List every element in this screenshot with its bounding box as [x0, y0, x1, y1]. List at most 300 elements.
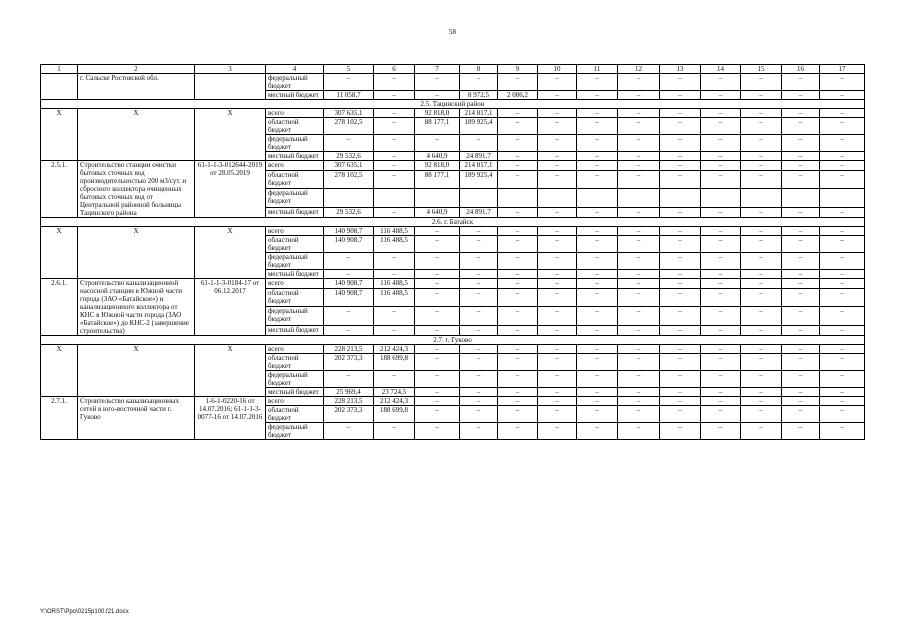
amount-cell: – [460, 279, 498, 289]
amount-cell: – [741, 307, 782, 326]
amount-cell: – [782, 91, 820, 100]
funding-source: областной бюджет [266, 236, 324, 253]
amount-cell: – [741, 91, 782, 100]
amount-cell: – [820, 74, 865, 91]
amount-cell: – [460, 371, 498, 388]
funding-source: местный бюджет [266, 91, 324, 100]
amount-cell: – [660, 236, 701, 253]
amount-cell: – [782, 406, 820, 423]
amount-cell: 92 818,0 [415, 109, 460, 118]
amount-cell: – [538, 253, 577, 270]
funding-source: местный бюджет [266, 270, 324, 279]
amount-cell: – [538, 170, 577, 189]
amount-cell: – [498, 74, 538, 91]
amount-cell: – [374, 135, 415, 152]
amount-cell: – [618, 236, 660, 253]
amount-cell: – [741, 253, 782, 270]
amount-cell: – [618, 170, 660, 189]
funding-source: местный бюджет [266, 152, 324, 161]
amount-cell: – [498, 152, 538, 161]
amount-cell: – [741, 423, 782, 440]
amount-cell: – [820, 371, 865, 388]
amount-cell [538, 189, 577, 208]
amount-cell: – [415, 253, 460, 270]
table-row [41, 74, 865, 91]
amount-cell: – [577, 161, 618, 171]
amount-cell: – [820, 109, 865, 118]
amount-cell: – [498, 170, 538, 189]
amount-cell: – [660, 270, 701, 279]
amount-cell: – [782, 161, 820, 171]
amount-cell: 23 724,5 [374, 388, 415, 397]
amount-cell: – [701, 279, 741, 289]
amount-cell: – [782, 397, 820, 406]
amount-cell: – [577, 397, 618, 406]
registration-number: 1-6-1-0220-16 от 14.07.2016; 61-1-1-3-0077-16 от 14.07.2016 [195, 397, 266, 440]
amount-cell: – [660, 307, 701, 326]
column-number: 6 [374, 65, 415, 74]
amount-cell: – [741, 371, 782, 388]
amount-cell: – [741, 270, 782, 279]
amount-cell: – [415, 227, 460, 236]
column-number: 4 [266, 65, 324, 74]
budget-table [40, 64, 865, 440]
amount-cell: – [460, 397, 498, 406]
amount-cell: – [782, 135, 820, 152]
amount-cell: – [498, 288, 538, 307]
amount-cell: – [741, 208, 782, 218]
amount-cell: – [660, 227, 701, 236]
amount-cell: – [618, 91, 660, 100]
amount-cell: – [820, 135, 865, 152]
amount-cell: – [782, 227, 820, 236]
amount-cell: – [660, 279, 701, 289]
amount-cell: – [538, 161, 577, 171]
amount-cell: – [577, 270, 618, 279]
amount-cell: – [741, 118, 782, 135]
amount-cell: – [701, 388, 741, 397]
amount-cell: – [374, 326, 415, 336]
amount-cell: – [460, 345, 498, 354]
amount-cell: – [701, 170, 741, 189]
funding-source: всего [266, 345, 324, 354]
amount-cell: 11 058,7 [324, 91, 374, 100]
amount-cell: – [741, 397, 782, 406]
amount-cell: – [618, 307, 660, 326]
amount-cell: – [374, 118, 415, 135]
table-row [41, 109, 865, 118]
amount-cell: 202 373,3 [324, 406, 374, 423]
amount-cell: – [820, 326, 865, 336]
table-row [41, 227, 865, 236]
amount-cell: – [460, 74, 498, 91]
amount-cell: 116 488,5 [374, 236, 415, 253]
amount-cell: – [415, 388, 460, 397]
amount-cell: – [701, 423, 741, 440]
funding-source: всего [266, 161, 324, 171]
amount-cell: – [460, 270, 498, 279]
amount-cell: – [618, 135, 660, 152]
amount-cell: 228 213,5 [324, 397, 374, 406]
amount-cell: – [618, 288, 660, 307]
amount-cell: 307 635,1 [324, 161, 374, 171]
amount-cell: – [324, 371, 374, 388]
registration-number: Х [195, 345, 266, 397]
amount-cell: – [460, 135, 498, 152]
amount-cell: – [577, 118, 618, 135]
amount-cell [660, 189, 701, 208]
amount-cell: – [324, 74, 374, 91]
amount-cell: – [498, 118, 538, 135]
funding-source: областной бюджет [266, 354, 324, 371]
amount-cell: – [701, 135, 741, 152]
amount-cell: – [701, 152, 741, 161]
amount-cell: – [498, 345, 538, 354]
amount-cell: – [374, 371, 415, 388]
amount-cell: – [782, 354, 820, 371]
amount-cell: 24 891,7 [460, 208, 498, 218]
amount-cell: 188 699,8 [374, 406, 415, 423]
amount-cell: – [324, 270, 374, 279]
amount-cell: 25 969,4 [324, 388, 374, 397]
amount-cell: – [820, 307, 865, 326]
item-number: Х [41, 345, 78, 397]
column-number: 12 [618, 65, 660, 74]
amount-cell: – [498, 208, 538, 218]
amount-cell: – [498, 253, 538, 270]
item-number: Х [41, 227, 78, 279]
amount-cell: – [660, 135, 701, 152]
amount-cell: – [782, 345, 820, 354]
amount-cell: – [460, 253, 498, 270]
amount-cell: – [460, 326, 498, 336]
amount-cell: – [415, 326, 460, 336]
registration-number: 61-1-1-3-0184-17 от 06.12.2017 [195, 279, 266, 336]
amount-cell: – [701, 253, 741, 270]
amount-cell: – [741, 326, 782, 336]
funding-source: местный бюджет [266, 388, 324, 397]
amount-cell: – [741, 161, 782, 171]
column-number: 10 [538, 65, 577, 74]
column-number: 9 [498, 65, 538, 74]
amount-cell: – [820, 397, 865, 406]
amount-cell: – [577, 345, 618, 354]
amount-cell: – [415, 135, 460, 152]
amount-cell: – [460, 423, 498, 440]
amount-cell: – [701, 270, 741, 279]
amount-cell: – [660, 345, 701, 354]
amount-cell: – [820, 388, 865, 397]
amount-cell: 92 818,0 [415, 161, 460, 171]
amount-cell: – [782, 388, 820, 397]
amount-cell: – [415, 74, 460, 91]
amount-cell: – [782, 423, 820, 440]
amount-cell: – [741, 345, 782, 354]
amount-cell: 140 908,7 [324, 227, 374, 236]
amount-cell: – [618, 109, 660, 118]
amount-cell [820, 189, 865, 208]
amount-cell: – [415, 423, 460, 440]
amount-cell: – [782, 270, 820, 279]
amount-cell: – [324, 253, 374, 270]
amount-cell: – [782, 170, 820, 189]
amount-cell: – [741, 406, 782, 423]
amount-cell: – [701, 118, 741, 135]
amount-cell: – [538, 388, 577, 397]
amount-cell: – [538, 74, 577, 91]
registration-number: Х [195, 227, 266, 279]
table-row [41, 345, 865, 354]
amount-cell: – [660, 406, 701, 423]
section-row [41, 336, 865, 345]
amount-cell: – [577, 279, 618, 289]
amount-cell: – [460, 388, 498, 397]
amount-cell: – [460, 354, 498, 371]
amount-cell: – [460, 227, 498, 236]
item-name: Строительство станции очистки бытовых сточных вод производительностью 200 м3/сут. и сбросного коллектора очищенных бытовых сточных вод от Центральной районной больницы Тацинского района [78, 161, 195, 218]
table-row [41, 279, 865, 289]
amount-cell: – [618, 152, 660, 161]
amount-cell: – [820, 279, 865, 289]
amount-cell: – [577, 326, 618, 336]
item-number: 2.7.1. [41, 397, 78, 440]
amount-cell: – [660, 388, 701, 397]
amount-cell: – [498, 397, 538, 406]
amount-cell: – [618, 388, 660, 397]
item-number: 2.5.1. [41, 161, 78, 218]
amount-cell: – [498, 135, 538, 152]
amount-cell: – [820, 161, 865, 171]
amount-cell: – [538, 371, 577, 388]
amount-cell: – [660, 91, 701, 100]
amount-cell: – [782, 236, 820, 253]
item-name: Х [78, 109, 195, 161]
funding-source: областной бюджет [266, 170, 324, 189]
amount-cell: – [577, 307, 618, 326]
amount-cell [498, 189, 538, 208]
amount-cell: – [782, 371, 820, 388]
item-number: Х [41, 109, 78, 161]
amount-cell: – [782, 152, 820, 161]
amount-cell: – [701, 161, 741, 171]
amount-cell: – [415, 288, 460, 307]
amount-cell: – [374, 74, 415, 91]
amount-cell: – [701, 236, 741, 253]
amount-cell: – [820, 406, 865, 423]
funding-source: областной бюджет [266, 118, 324, 135]
amount-cell: 278 102,5 [324, 170, 374, 189]
item-name: Х [78, 227, 195, 279]
section-row [41, 100, 865, 109]
amount-cell: 278 102,5 [324, 118, 374, 135]
amount-cell: – [618, 118, 660, 135]
column-number: 2 [78, 65, 195, 74]
amount-cell: – [741, 279, 782, 289]
amount-cell: – [498, 388, 538, 397]
amount-cell: – [660, 354, 701, 371]
amount-cell: – [741, 74, 782, 91]
funding-source: местный бюджет [266, 208, 324, 218]
amount-cell: – [741, 109, 782, 118]
amount-cell: – [741, 170, 782, 189]
amount-cell: – [618, 326, 660, 336]
amount-cell: – [660, 288, 701, 307]
amount-cell: – [577, 406, 618, 423]
amount-cell: – [498, 236, 538, 253]
amount-cell: 307 635,1 [324, 109, 374, 118]
funding-source: областной бюджет [266, 406, 324, 423]
funding-source: федеральный бюджет [266, 371, 324, 388]
amount-cell: – [498, 227, 538, 236]
amount-cell: – [538, 397, 577, 406]
amount-cell: – [660, 74, 701, 91]
amount-cell: – [498, 326, 538, 336]
amount-cell: – [701, 371, 741, 388]
amount-cell: – [538, 236, 577, 253]
amount-cell: – [820, 288, 865, 307]
amount-cell: – [415, 354, 460, 371]
amount-cell: – [660, 161, 701, 171]
amount-cell: – [660, 253, 701, 270]
amount-cell: – [538, 152, 577, 161]
funding-source: всего [266, 279, 324, 289]
amount-cell: – [498, 423, 538, 440]
amount-cell: – [415, 345, 460, 354]
amount-cell: – [782, 74, 820, 91]
amount-cell [701, 189, 741, 208]
amount-cell: – [660, 118, 701, 135]
amount-cell: – [577, 91, 618, 100]
amount-cell: – [701, 345, 741, 354]
amount-cell: 212 424,3 [374, 345, 415, 354]
amount-cell [460, 189, 498, 208]
amount-cell: – [498, 109, 538, 118]
amount-cell [374, 189, 415, 208]
amount-cell: – [782, 279, 820, 289]
section-title: 2.6. г. Батайск [41, 218, 865, 227]
amount-cell [415, 189, 460, 208]
amount-cell: 140 908,7 [324, 236, 374, 253]
amount-cell: – [577, 208, 618, 218]
amount-cell: 140 908,7 [324, 279, 374, 289]
amount-cell: – [374, 170, 415, 189]
amount-cell: – [660, 170, 701, 189]
amount-cell: – [618, 270, 660, 279]
amount-cell: 116 488,5 [374, 227, 415, 236]
amount-cell: – [660, 397, 701, 406]
registration-number: 61-1-1-3-012644-2019 от 28.05.2019 [195, 161, 266, 218]
item-name: Х [78, 345, 195, 397]
funding-source: областной бюджет [266, 288, 324, 307]
amount-cell: – [701, 227, 741, 236]
amount-cell: – [498, 270, 538, 279]
funding-source: всего [266, 227, 324, 236]
amount-cell: – [415, 270, 460, 279]
amount-cell: – [538, 109, 577, 118]
funding-source: федеральный бюджет [266, 307, 324, 326]
section-title: 2.5. Тацинский район [41, 100, 865, 109]
amount-cell: – [577, 253, 618, 270]
amount-cell: – [701, 91, 741, 100]
amount-cell: – [782, 118, 820, 135]
amount-cell: – [538, 118, 577, 135]
amount-cell: – [701, 74, 741, 91]
amount-cell [741, 189, 782, 208]
amount-cell: – [782, 288, 820, 307]
amount-cell: – [577, 74, 618, 91]
amount-cell: – [538, 423, 577, 440]
amount-cell: – [324, 326, 374, 336]
amount-cell: – [374, 208, 415, 218]
column-number: 5 [324, 65, 374, 74]
amount-cell: – [660, 109, 701, 118]
amount-cell: – [660, 208, 701, 218]
amount-cell: – [820, 354, 865, 371]
amount-cell: – [415, 397, 460, 406]
amount-cell: – [820, 236, 865, 253]
amount-cell: – [498, 161, 538, 171]
amount-cell: – [820, 270, 865, 279]
amount-cell: – [618, 227, 660, 236]
funding-source: всего [266, 397, 324, 406]
funding-source: федеральный бюджет [266, 189, 324, 208]
amount-cell: – [741, 236, 782, 253]
amount-cell: – [498, 279, 538, 289]
amount-cell: – [538, 307, 577, 326]
amount-cell: 140 908,7 [324, 288, 374, 307]
registration-number: Х [195, 109, 266, 161]
amount-cell: 189 925,4 [460, 118, 498, 135]
amount-cell: 189 925,4 [460, 170, 498, 189]
amount-cell: – [538, 326, 577, 336]
amount-cell [577, 189, 618, 208]
funding-source: всего [266, 109, 324, 118]
amount-cell: – [618, 161, 660, 171]
amount-cell: – [415, 307, 460, 326]
amount-cell: – [415, 371, 460, 388]
amount-cell: – [538, 279, 577, 289]
amount-cell: – [577, 354, 618, 371]
column-number: 1 [41, 65, 78, 74]
amount-cell: 29 532,6 [324, 152, 374, 161]
amount-cell: 4 640,9 [415, 208, 460, 218]
amount-cell [324, 189, 374, 208]
amount-cell: – [741, 152, 782, 161]
amount-cell: – [374, 109, 415, 118]
amount-cell: – [460, 307, 498, 326]
amount-cell: – [374, 253, 415, 270]
amount-cell: – [538, 288, 577, 307]
amount-cell: – [618, 345, 660, 354]
column-number-row [41, 65, 865, 74]
amount-cell: – [820, 118, 865, 135]
funding-source: местный бюджет [266, 326, 324, 336]
amount-cell: – [577, 152, 618, 161]
amount-cell: – [324, 135, 374, 152]
funding-source: федеральный бюджет [266, 135, 324, 152]
amount-cell: – [538, 354, 577, 371]
amount-cell: – [820, 227, 865, 236]
amount-cell: 88 177,1 [415, 118, 460, 135]
column-number: 11 [577, 65, 618, 74]
amount-cell: – [820, 423, 865, 440]
amount-cell: – [782, 109, 820, 118]
amount-cell: – [618, 397, 660, 406]
amount-cell: – [820, 152, 865, 161]
amount-cell: 4 640,9 [415, 152, 460, 161]
amount-cell: – [374, 152, 415, 161]
funding-source: федеральный бюджет [266, 74, 324, 91]
